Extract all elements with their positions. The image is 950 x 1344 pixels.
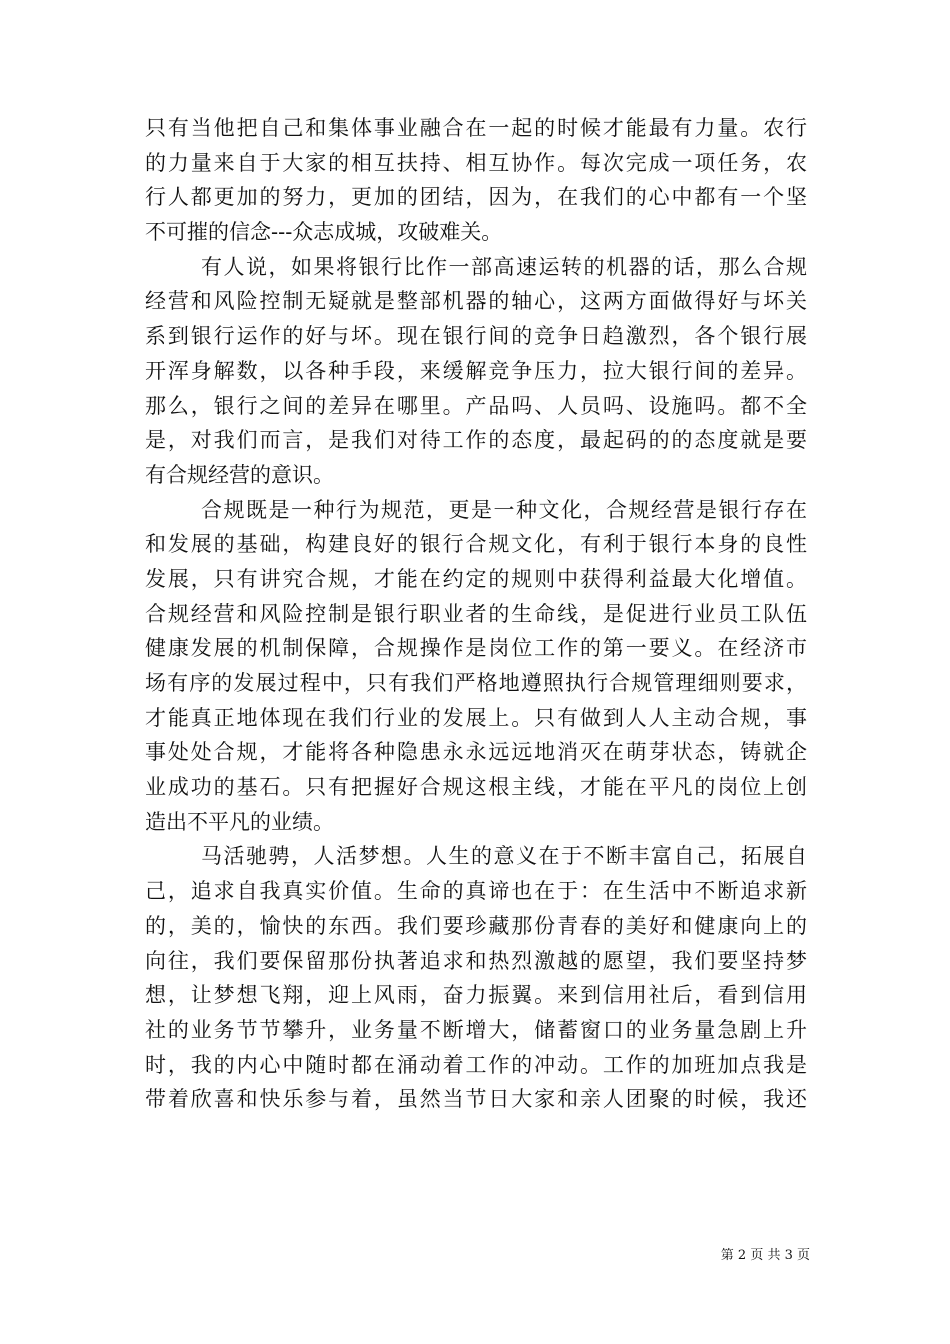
text-line: 发展，只有讲究合规，才能在约定的规则中获得利益最大化增值。 [145,566,807,591]
paragraph-first-line: 有人说，如果将银行比作一部高速运转的机器的话，那么合规 [201,254,807,279]
text-line: 合规经营和风险控制是银行职业者的生命线，是促进行业员工队伍 [145,601,807,626]
text-line: 业成功的基石。只有把握好合规这根主线，才能在平凡的岗位上创 [145,775,807,800]
text-line: 健康发展的机制保障，合规操作是岗位工作的第一要义。在经济市 [145,636,807,661]
paragraph-first-line: 马活驰骋，人活梦想。人生的意义在于不断丰富自己，拓展自 [201,844,807,869]
paragraph-first-line: 合规既是一种行为规范，更是一种文化，合规经营是银行存在 [201,497,807,522]
text-line: 己，追求自我真实价值。生命的真谛也在于：在生活中不断追求新 [145,879,807,904]
text-line: 系到银行运作的好与坏。现在银行间的竞争日趋激烈，各个银行展 [145,324,807,349]
text-line: 只有当他把自己和集体事业融合在一起的时候才能最有力量。农行 [145,116,807,140]
text-line: 时，我的内心中随时都在涌动着工作的冲动。工作的加班加点我是 [145,1052,807,1077]
text-line: 的，美的，愉快的东西。我们要珍藏那份青春的美好和健康向上的 [145,913,807,938]
text-line: 向往，我们要保留那份执著追求和热烈激越的愿望，我们要坚持梦 [145,948,807,973]
text-line: 不可摧的信念---众志成城，攻破难关。 [145,220,503,245]
body-text [145,111,807,1117]
text-line: 带着欣喜和快乐参与着，虽然当节日大家和亲人团聚的时候，我还 [145,1087,807,1112]
text-line: 场有序的发展过程中，只有我们严格地遵照执行合规管理细则要求， [145,671,807,695]
text-line: 事处处合规，才能将各种隐患永永远远地消灭在萌芽状态，铸就企 [145,740,807,765]
page-number-footer: 第 2 页 共 3 页 [720,1248,810,1263]
text-line: 那么，银行之间的差异在哪里。产品吗、人员吗、设施吗。都不全 [145,393,807,418]
text-line: 造出不平凡的业绩。 [145,809,334,834]
text-line: 有合规经营的意识。 [145,462,334,487]
text-line: 是，对我们而言，是我们对待工作的态度，最起码的的态度就是要 [145,428,807,453]
text-line: 社的业务节节攀升，业务量不断增大，储蓄窗口的业务量急剧上升 [145,1017,807,1042]
text-line: 经营和风险控制无疑就是整部机器的轴心，这两方面做得好与坏关 [145,289,807,314]
text-line: 开浑身解数，以各种手段，来缓解竞争压力，拉大银行间的差异。 [145,358,807,383]
text-line: 的力量来自于大家的相互扶持、相互协作。每次完成一项任务，农 [145,150,807,175]
text-line: 才能真正地体现在我们行业的发展上。只有做到人人主动合规，事 [145,705,807,730]
text-line: 想，让梦想飞翔，迎上风雨，奋力振翼。来到信用社后，看到信用 [145,983,807,1008]
text-line: 行人都更加的努力，更加的团结，因为，在我们的心中都有一个坚 [145,185,807,210]
text-line: 和发展的基础，构建良好的银行合规文化，有利于银行本身的良性 [145,532,807,557]
